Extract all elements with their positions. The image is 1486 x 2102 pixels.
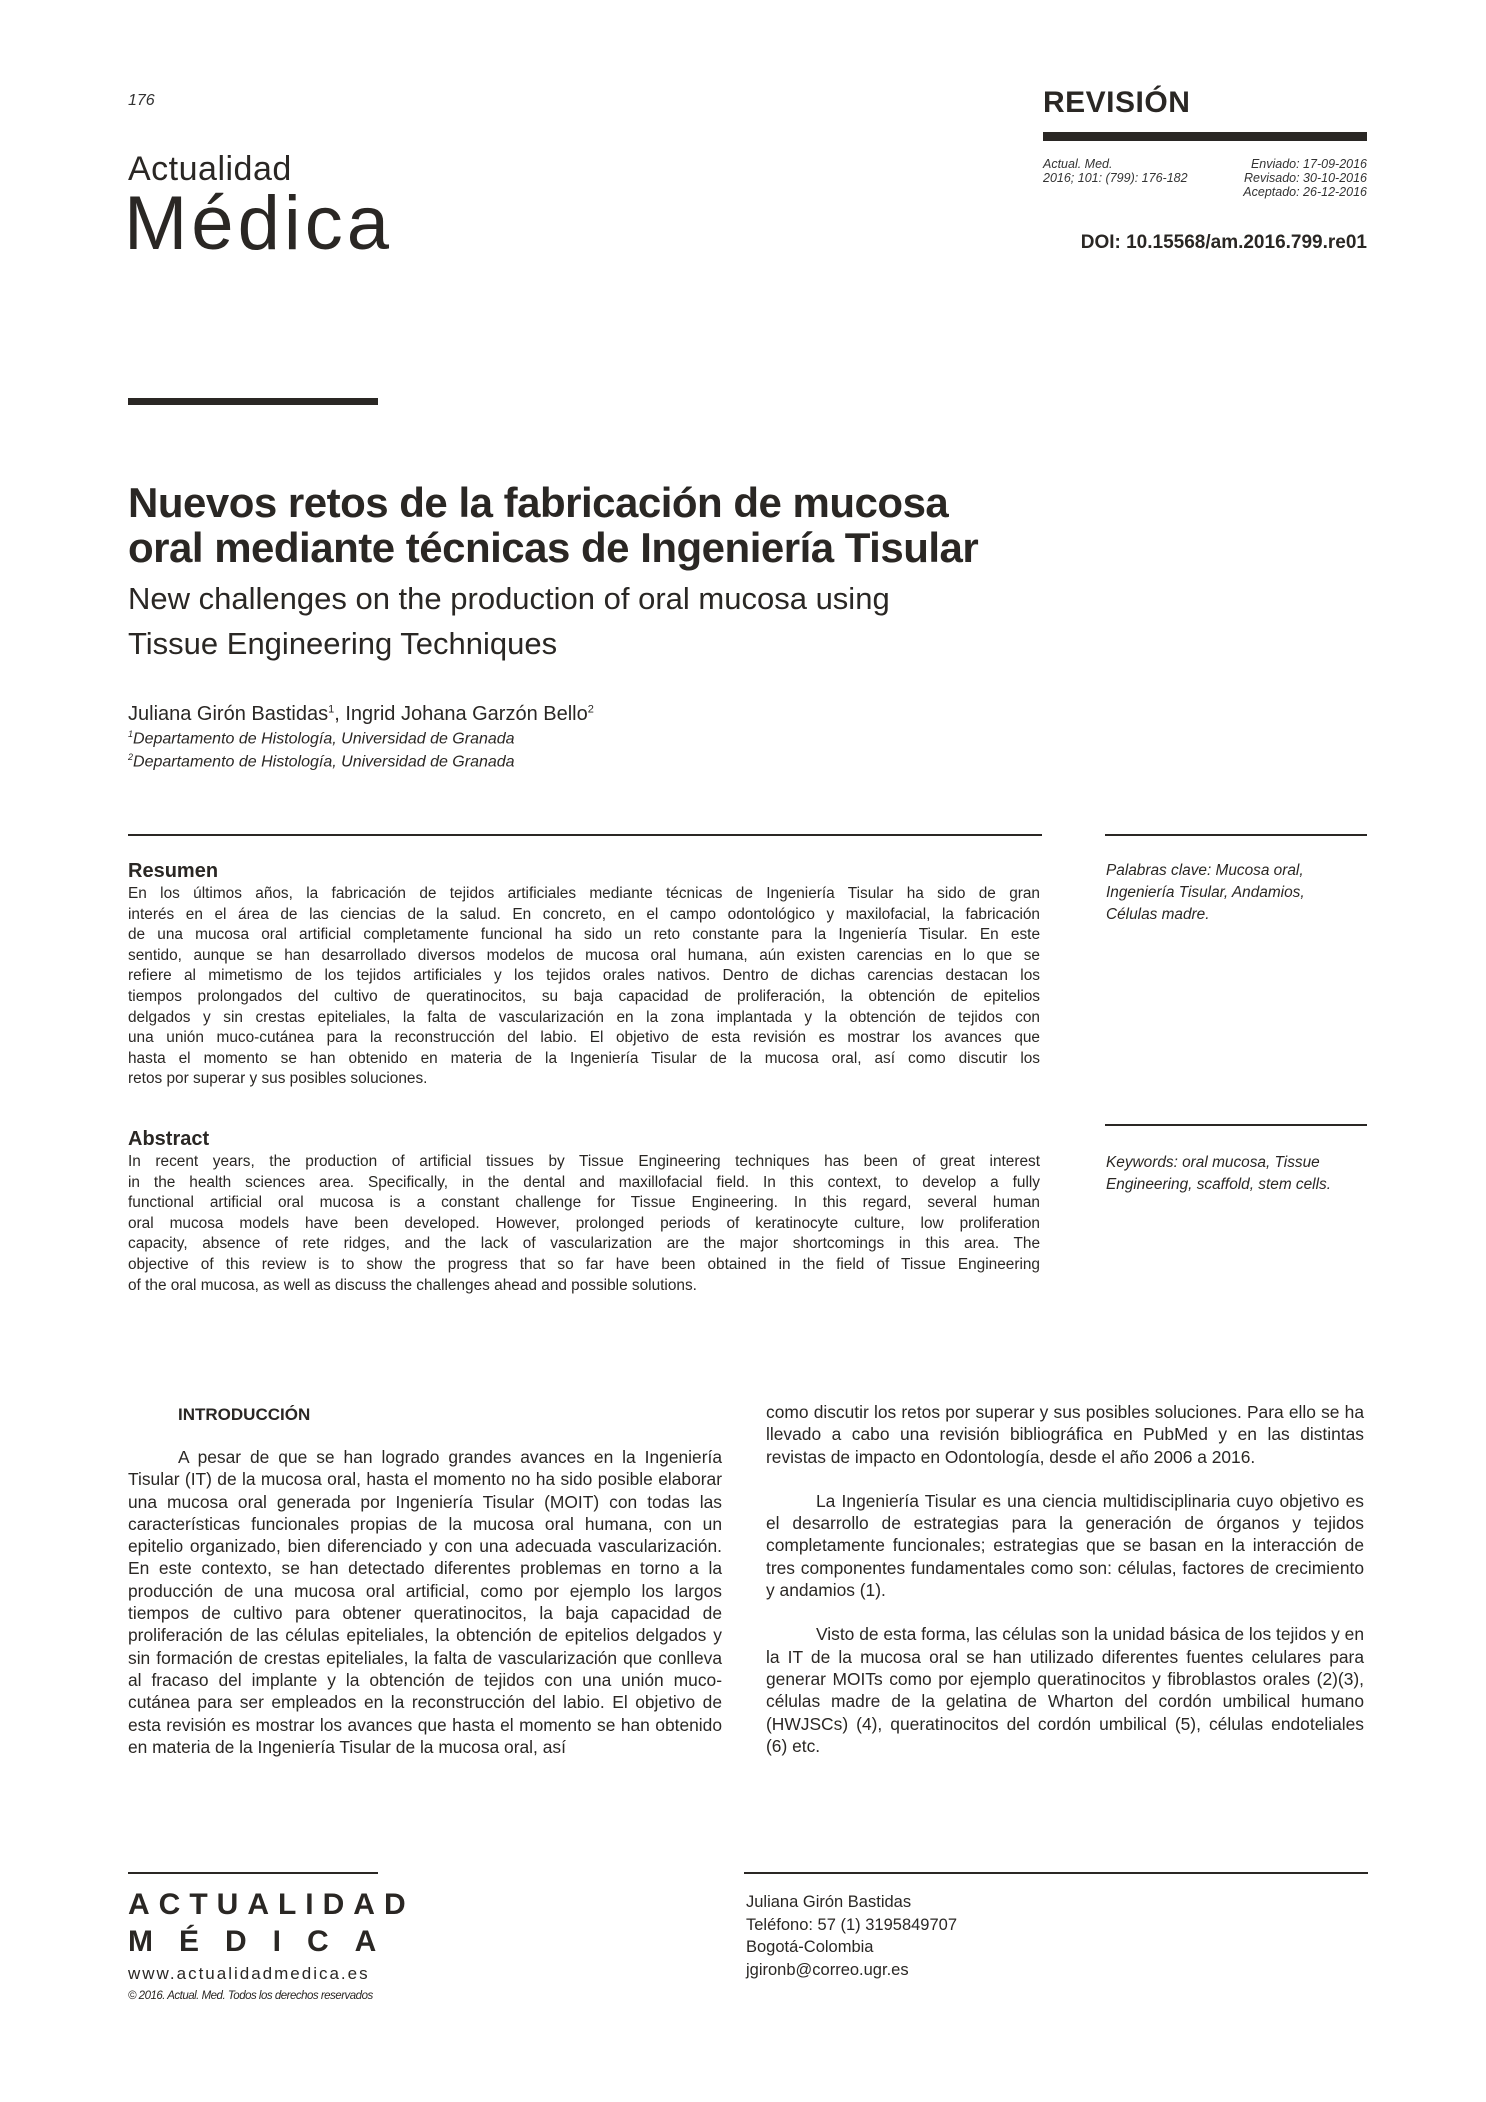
body-paragraph: Visto de esta forma, las células son la unidad básica de los tejidos y en la IT de la mucosa oral se han utilizado diferentes fuentes celulares para generar MOITs como por ejemplo queratinocitos y fibroblastos orales (2)(3), células madre de la gelatina de Wharton del cordón umbilical humano (HWJSCs) (4), queratinocitos del cordón umbilical (5), células endoteliales (6) etc. (766, 1624, 1364, 1756)
keywords (1106, 1152, 1331, 1196)
copyright: © 2016. Actual. Med. Todos los derechos reservados (128, 1990, 373, 2002)
abstract-body (128, 1152, 1040, 1296)
author-list (128, 703, 594, 726)
date-line: Revisado: 30-10-2016 (1244, 171, 1367, 185)
contact-phone: Teléfono: 57 (1) 3195849707 (746, 1915, 958, 1934)
journal-url[interactable]: www.actualidadmedica.es (128, 1964, 370, 1983)
keyword-line: Ingeniería Tisular, Andamios, (1106, 884, 1305, 901)
journal-name-bottom: Médica (124, 181, 393, 266)
palabras-clave (1106, 860, 1305, 926)
resumen-line: de una mucosa oral artificial completamente funcional ha sido un reto constante para la Ingeniería Tisular. En este (128, 926, 1040, 944)
keyword-line: Palabras clave: Mucosa oral, (1106, 862, 1304, 879)
abstract-line: In recent years, the production of artificial tissues by Tissue Engineering techniques has been of great interest (128, 1153, 1040, 1170)
footer-logo-top: ACTUALIDAD (128, 1888, 415, 1921)
title-line: New challenges on the production of oral mucosa using (128, 581, 890, 616)
footer-rule-left (128, 1872, 378, 1874)
keywords-divider (1105, 1124, 1367, 1126)
section-rule (1043, 132, 1367, 141)
doi: DOI: 10.15568/am.2016.799.re01 (1080, 232, 1367, 253)
affiliation-text: Departamento de Histología, Universidad de Granada (133, 753, 515, 771)
resumen-line: hasta el momento se han obtenido en materia de la Ingeniería Tisular de la mucosa oral, así como discutir los (128, 1049, 1040, 1067)
abstract-line: oral mucosa models have been developed. However, prolonged periods of keratinocyte culture, low proliferation (128, 1214, 1040, 1232)
keyword-line: Engineering, scaffold, stem cells. (1106, 1176, 1331, 1193)
title-english (128, 576, 1028, 666)
affiliation-mark: 1 (128, 729, 134, 739)
affiliation (128, 752, 515, 771)
date-line: Enviado: 17-09-2016 (1250, 157, 1367, 171)
correspondence (746, 1891, 957, 1981)
author-affiliation-mark: 2 (587, 703, 594, 716)
author-separator: , (334, 703, 346, 725)
resumen-line: En los últimos años, la fabricación de tejidos artificiales mediante técnicas de Ingeniería Tisular ha sido de gran (128, 885, 1040, 902)
body-paragraph: La Ingeniería Tisular es una ciencia multidisciplinaria cuyo objetivo es el desarrollo de estrategias para la generación de órganos y tejidos completamente funcionales; estrategias que se basan en la interacción de tres componentes fundamentales como son: células, factores de crecimiento y andamios (1). (766, 1490, 1364, 1601)
footer-logo-bottom: MÉDICA (128, 1925, 403, 1958)
journal-name-top: Actualidad (128, 150, 292, 188)
abstract-line: functional artificial oral mucosa is a constant challenge for Tissue Engineering. In this regard, several human (128, 1194, 1040, 1212)
abstract-line: objective of this review is to show the progress that so far have been obtained in the field of Tissue Engineering (128, 1255, 1040, 1273)
keywords-divider (1105, 834, 1367, 836)
contact-name: Juliana Girón Bastidas (746, 1893, 912, 1911)
resumen-line: una unión muco-cutánea para la reconstrucción del labio. El objetivo de esta revisión es mostrar los avances que (128, 1029, 1040, 1047)
citation-line: 2016; 101: (799): 176-182 (1043, 171, 1188, 185)
resumen-line: retos por superar y sus posibles soluciones. (128, 1070, 428, 1088)
abstract-line: in the health sciences area. Specifically, in the dental and maxillofacial field. In this context, to develop a fully (128, 1173, 1040, 1191)
resumen-heading: Resumen (128, 860, 219, 882)
resumen-body (128, 884, 1040, 1090)
resumen-line: delgados y sin crestas epiteliales, la falta de vascularización en la zona implantada y la obtención de tejidos con (128, 1008, 1040, 1026)
title-line: Nuevos retos de la fabricación de mucosa (128, 479, 949, 526)
introduction-heading: INTRODUCCIÓN (178, 1405, 311, 1424)
body-paragraph: A pesar de que se han logrado grandes avances en la Ingeniería Tisular (IT) de la mucosa oral, hasta el momento no ha sido posible elaborar una mucosa oral generada por Ingeniería Tisular (MOIT) con todas las características funcionales propias de la mucosa oral humana, con un epitelio organizado, bien diferenciado y con una adecuada vascularización. En este contexto, se han detectado diferentes problemas en torno a la producción de una mucosa oral artificial, como por ejemplo los largos tiempos de cultivo para obtener queratinocitos, la baja capacidad de proliferación de las células epiteliales, la obtención de epitelios delgados y sin formación de crestas epiteliales, la falta de vascularización que conlleva al fracaso del implante y la obtención de tejidos con una unión muco-cutánea para ser empleados en la reconstrucción del labio. El objetivo de esta revisión es mostrar los avances que hasta el momento se han obtenido en materia de la Ingeniería Tisular de la mucosa oral, así (128, 1447, 722, 1757)
resumen-line: refiere al mimetismo de los tejidos artificiales y los tejidos orales nativos. Dentro de dichas carencias destacan los (128, 967, 1040, 985)
contact-email[interactable]: jgironb@correo.ugr.es (746, 1960, 909, 1979)
title-spanish (128, 480, 1028, 570)
keyword-line: Células madre. (1106, 906, 1210, 923)
section-label: REVISIÓN (1043, 86, 1191, 119)
resumen-line: tiempos prolongados del cultivo de queratinocitos, su baja capacidad de proliferación, la obtención de epitelios (128, 987, 1040, 1005)
author-name: Ingrid Johana Garzón Bello (345, 703, 588, 725)
abstract-line: capacity, absence of rete ridges, and the lack of vascularization are the major shortcomings in this area. The (128, 1235, 1040, 1253)
affiliation (128, 729, 515, 748)
footer-rule-right (744, 1872, 1368, 1874)
contact-location: Bogotá-Colombia (746, 1938, 874, 1956)
title-rule (128, 398, 378, 405)
author-name: Juliana Girón Bastidas (128, 703, 329, 725)
author-affiliation-mark: 1 (328, 703, 335, 716)
resumen-line: interés en el área de las ciencias de la salud. En concreto, en el campo odontológico y maxilofacial, la fabricación (128, 905, 1040, 923)
title-line: oral mediante técnicas de Ingeniería Tisular (128, 524, 979, 571)
submission-dates (1180, 157, 1367, 199)
body-left-column (128, 1446, 722, 1758)
title-line: Tissue Engineering Techniques (128, 626, 558, 661)
date-line: Aceptado: 26-12-2016 (1243, 185, 1367, 199)
affiliation-text: Departamento de Histología, Universidad de Granada (133, 730, 515, 748)
abstract-heading: Abstract (128, 1128, 210, 1150)
keyword-line: Keywords: oral mucosa, Tissue (1106, 1154, 1320, 1171)
abstract-line: of the oral mucosa, as well as discuss the challenges ahead and possible solutions. (128, 1276, 697, 1294)
affiliation-mark: 2 (128, 752, 134, 762)
section-divider (128, 834, 1042, 836)
resumen-line: sentido, aunque se han desarrollado diversos modelos de mucosa oral humana, aún existen carencias en lo que se (128, 946, 1040, 964)
body-paragraph: como discutir los retos por superar y sus posibles soluciones. Para ello se ha llevado a cabo una revisión bibliográfica en PubMed y en las distintas revistas de impacto en Odontología, desde el año 2006 a 2016. (766, 1402, 1364, 1467)
body-right-column (766, 1401, 1364, 1757)
citation-line: Actual. Med. (1043, 157, 1113, 171)
page-number: 176 (128, 92, 155, 109)
citation (1043, 157, 1188, 185)
